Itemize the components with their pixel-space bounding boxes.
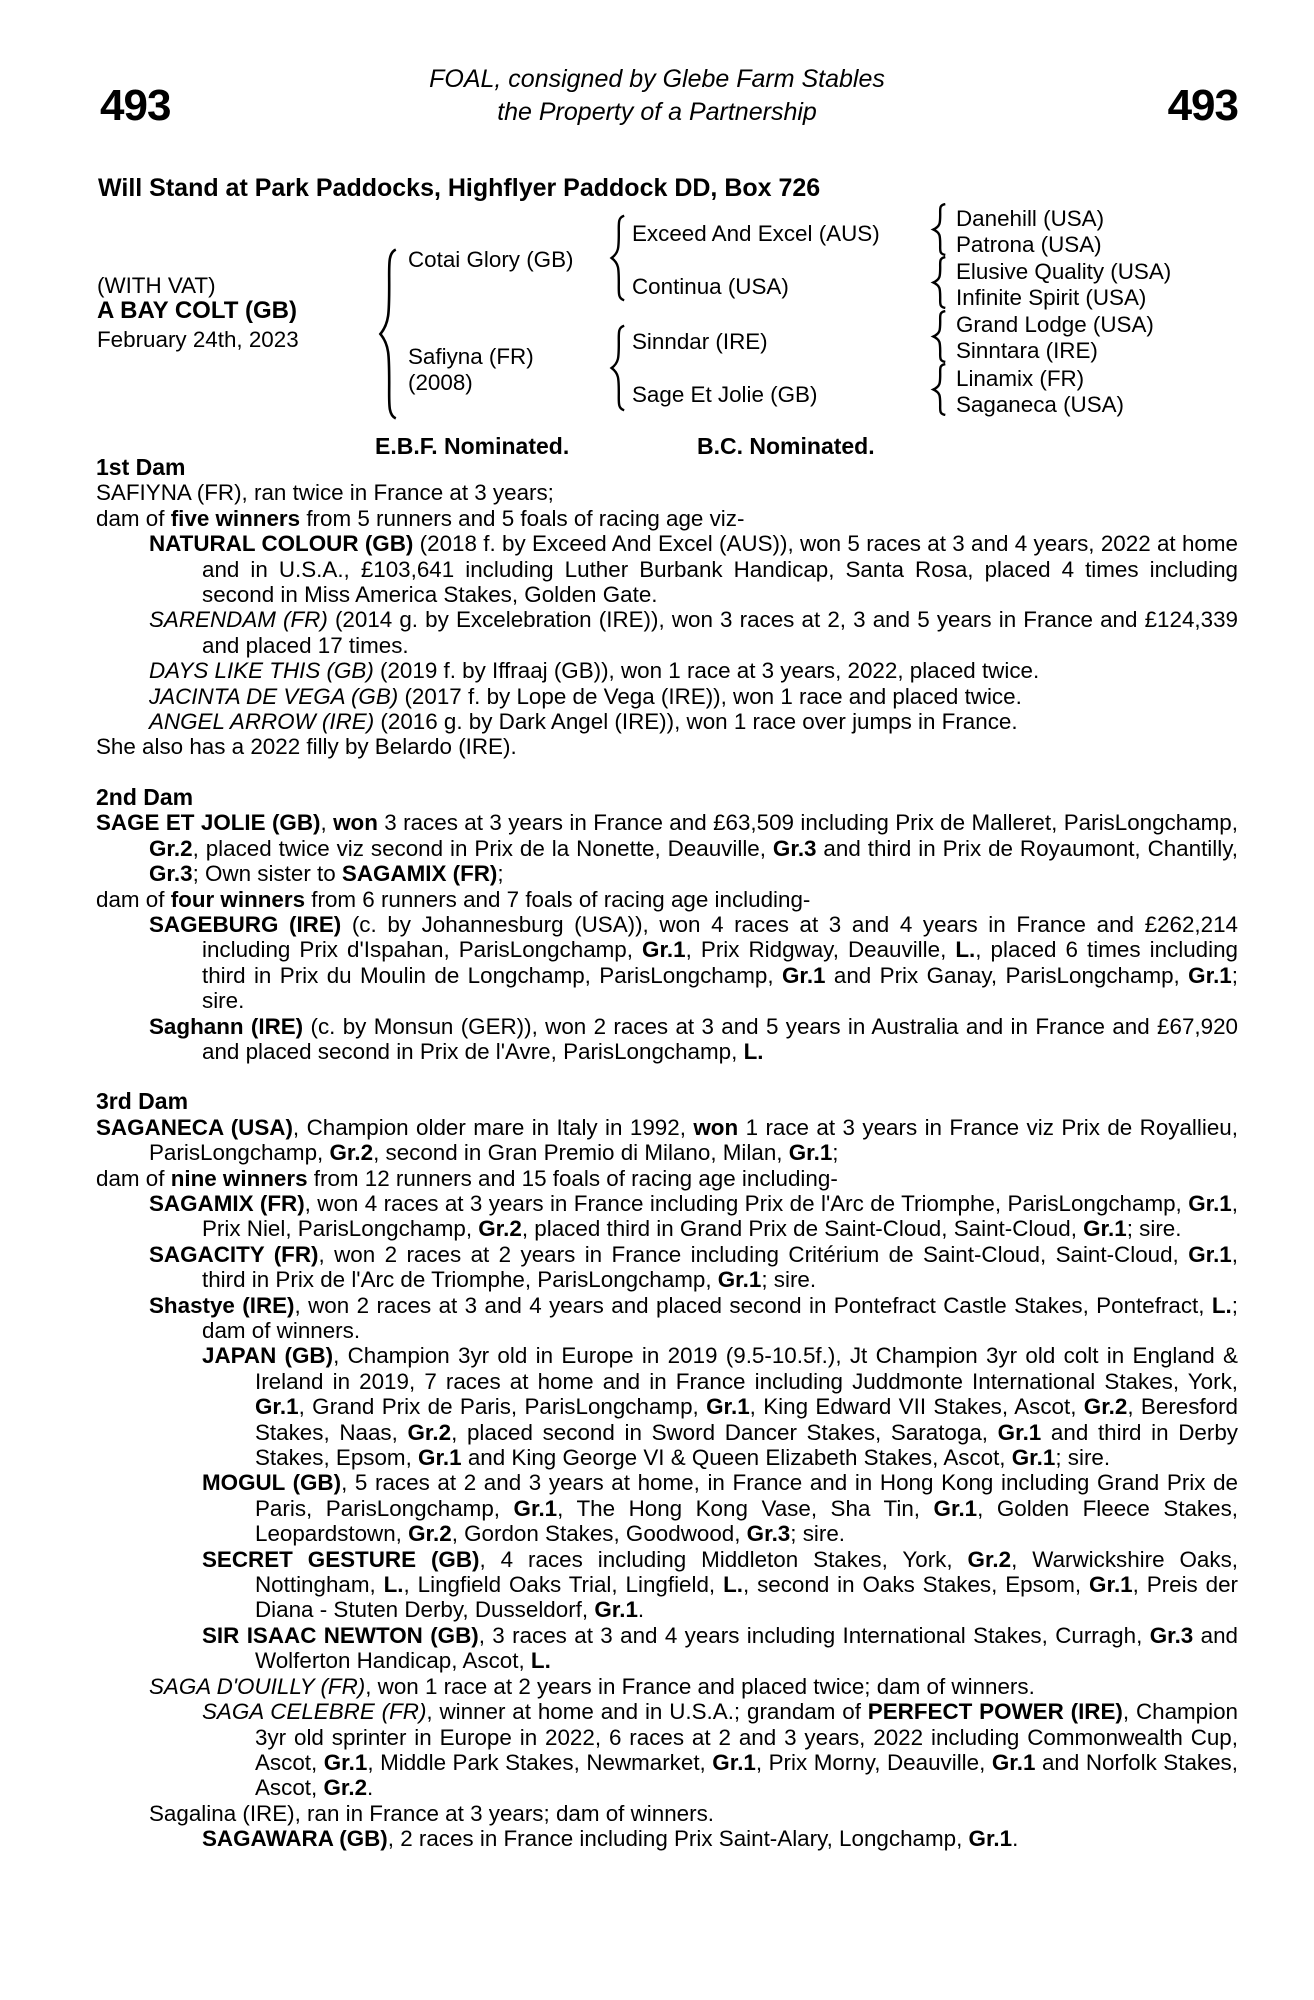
section-3rd-dam bbox=[96, 1089, 1238, 1851]
entry-saga-douilly: SAGA D'OUILLY (FR), won 1 race at 2 years in France and placed twice; dam of winners. bbox=[149, 1673, 1035, 1699]
pedigree-gen3-2: Patrona (USA) bbox=[956, 232, 1102, 257]
foal-date: February 24th, 2023 bbox=[97, 327, 299, 352]
produce-summary-3rd-dam: dam of nine winners from 12 runners and 15 foals of racing age including- bbox=[96, 1165, 838, 1191]
pedigree-gen2-sire-sire: Exceed And Excel (AUS) bbox=[632, 221, 880, 246]
produce-summary-1st-dam: dam of five winners from 5 runners and 5 foals of racing age viz- bbox=[96, 505, 745, 531]
pedigree-brace-gen1 bbox=[376, 246, 398, 422]
pedigree-gen2-dam-dam: Sage Et Jolie (GB) bbox=[632, 382, 818, 407]
pedigree-gen3-8: Saganeca (USA) bbox=[956, 392, 1125, 417]
vat-note: (WITH VAT) bbox=[97, 273, 216, 298]
pedigree-gen3-5: Grand Lodge (USA) bbox=[956, 312, 1154, 337]
pedigree-brace-gp1 bbox=[930, 203, 947, 256]
entry-days-like-this: DAYS LIKE THIS (GB) (2019 f. by Iffraaj (GB)), won 1 race at 3 years, 2022, placed twice. bbox=[149, 658, 1040, 684]
mare-sage-et-jolie-line: SAGE ET JOLIE (GB), won 3 races at 3 years in France and £63,509 including Prix de Malleret, ParisLongchamp, Gr.2, placed twice viz second in Prix de la Nonette, Deauville, Gr.3 and third in Prix de Royaumont, Chantilly, Gr.3; Own sister to SAGAMIX (FR); bbox=[96, 810, 1238, 887]
pedigree-gen3-7: Linamix (FR) bbox=[956, 366, 1085, 391]
pedigree-brace-gp2 bbox=[930, 256, 947, 309]
pedigree-gen3-4: Infinite Spirit (USA) bbox=[956, 285, 1147, 310]
section-1st-dam bbox=[96, 455, 1238, 760]
entry-sageburg: SAGEBURG (IRE) (c. by Johannesburg (USA)), won 4 races at 3 and 4 years in France and £262,214 including Prix d'Ispahan, ParisLongchamp, Gr.1, Prix Ridgway, Deauville, L., placed 6 times including third in Prix du Moulin de Longchamp, ParisLongchamp, Gr.1 and Prix Ganay, ParisLongchamp, Gr.1; sire. bbox=[149, 911, 1238, 1014]
pedigree-brace-dam bbox=[608, 324, 626, 412]
lot-number-left: 493 bbox=[100, 81, 171, 130]
entry-sir-isaac-newton: SIR ISAAC NEWTON (GB), 3 races at 3 and 4 years including International Stakes, Curragh, Gr.3 and Wolferton Handicap, Ascot, L. bbox=[202, 1622, 1238, 1674]
entry-natural-colour: NATURAL COLOUR (GB) (2018 f. by Exceed And Excel (AUS)), won 5 races at 3 and 4 years, 2022 at home and in U.S.A., £103,641 including Luther Burbank Handicap, Santa Rosa, placed 4 times including second in Miss America Stakes, Golden Gate. bbox=[149, 531, 1238, 608]
entry-saga-celebre: SAGA CELEBRE (FR), winner at home and in U.S.A.; grandam of PERFECT POWER (IRE), Champion 3yr old sprinter in Europe in 2022, 6 races at 2 and 3 years, 2022 including Commonwealth Cup, Ascot, Gr.1, Middle Park Stakes, Newmarket, Gr.1, Prix Morny, Deauville, Gr.1 and Norfolk Stakes, Ascot, Gr.2. bbox=[202, 1699, 1239, 1801]
entry-mogul: MOGUL (GB), 5 races at 2 and 3 years at home, in France and in Hong Kong including Grand Prix de Paris, ParisLongchamp, Gr.1, The Hong Kong Vase, Sha Tin, Gr.1, Golden Fleece Stakes, Leopardstown, Gr.2, Gordon Stakes, Goodwood, Gr.3; sire. bbox=[202, 1470, 1238, 1547]
entry-sagacity: SAGACITY (FR), won 2 races at 2 years in France including Critérium de Saint-Cloud, Saint-Cloud, Gr.1, third in Prix de l'Arc de Triomphe, ParisLongchamp, Gr.1; sire. bbox=[149, 1241, 1238, 1293]
catalogue-body bbox=[96, 455, 1238, 1852]
section-heading-2nd-dam: 2nd Dam bbox=[96, 783, 194, 810]
pedigree-brace-gp4 bbox=[930, 363, 947, 416]
entry-shastye: Shastye (IRE), won 2 races at 3 and 4 years and placed second in Pontefract Castle Stakes, Pontefract, L.; dam of winners. bbox=[149, 1292, 1238, 1343]
entry-sarendam: SARENDAM (FR) (2014 g. by Excelebration (IRE)), won 3 races at 2, 3 and 5 years in France and £124,339 and placed 17 times. bbox=[149, 607, 1238, 658]
bc-nominated-label: B.C. Nominated. bbox=[697, 433, 875, 459]
also-has-line: She also has a 2022 filly by Belardo (IRE). bbox=[96, 734, 517, 760]
pedigree-sire-name: Cotai Glory (GB) bbox=[408, 247, 574, 272]
section-2nd-dam bbox=[96, 785, 1238, 1064]
entry-saghann: Saghann (IRE) (c. by Monsun (GER)), won 2 races at 3 and 5 years in Australia and in France and £67,920 and placed second in Prix de l'Avre, ParisLongchamp, L. bbox=[149, 1013, 1238, 1064]
entry-japan: JAPAN (GB), Champion 3yr old in Europe in 2019 (9.5-10.5f.), Jt Champion 3yr old colt in England & Ireland in 2019, 7 races at home and in France including Juddmonte International Stakes, York, Gr.1, Grand Prix de Paris, ParisLongchamp, Gr.1, King Edward VII Stakes, Ascot, Gr.2, Beresford Stakes, Naas, Gr.2, placed second in Sword Dancer Stakes, Saratoga, Gr.1 and third in Derby Stakes, Epsom, Gr.1 and King George VI & Queen Elizabeth Stakes, Ascot, Gr.1; sire. bbox=[202, 1343, 1239, 1471]
section-heading-1st-dam: 1st Dam bbox=[96, 454, 186, 480]
pedigree-gen2-sire-dam: Continua (USA) bbox=[632, 274, 789, 299]
entry-sagamix: SAGAMIX (FR), won 4 races at 3 years in France including Prix de l'Arc de Triomphe, ParisLongchamp, Gr.1, Prix Niel, ParisLongchamp, Gr.2, placed third in Grand Prix de Saint-Cloud, Saint-Cloud, Gr.1; sire. bbox=[149, 1190, 1238, 1242]
pedigree-dam-year: (2008) bbox=[408, 370, 473, 395]
stand-location-line: Will Stand at Park Paddocks, Highflyer Paddock DD, Box 726 bbox=[98, 174, 821, 202]
mare-safiyna-line: SAFIYNA (FR), ran twice in France at 3 years; bbox=[96, 480, 554, 506]
pedigree-gen3-3: Elusive Quality (USA) bbox=[956, 259, 1172, 284]
section-heading-3rd-dam: 3rd Dam bbox=[96, 1088, 189, 1115]
mare-saganeca-line: SAGANECA (USA), Champion older mare in Italy in 1992, won 1 race at 3 years in France viz Prix de Royallieu, ParisLongchamp, Gr.2, second in Gran Premio di Milano, Milan, Gr.1; bbox=[96, 1114, 1238, 1166]
pedigree-gen2-dam-sire: Sinndar (IRE) bbox=[632, 329, 768, 354]
horse-name: A BAY COLT (GB) bbox=[97, 297, 298, 324]
entry-angel-arrow: ANGEL ARROW (IRE) (2016 g. by Dark Angel (IRE)), won 1 race over jumps in France. bbox=[149, 709, 1018, 735]
pedigree-gen3-6: Sinntara (IRE) bbox=[956, 338, 1098, 363]
entry-jacinta-de-vega: JACINTA DE VEGA (GB) (2017 f. by Lope de Vega (IRE)), won 1 race and placed twice. bbox=[149, 683, 1022, 709]
property-line: the Property of a Partnership bbox=[497, 98, 817, 126]
produce-summary-2nd-dam: dam of four winners from 6 runners and 7 foals of racing age including- bbox=[96, 886, 811, 912]
entry-secret-gesture: SECRET GESTURE (GB), 4 races including Middleton Stakes, York, Gr.2, Warwickshire Oaks, Nottingham, L., Lingfield Oaks Trial, Lingfield, L., second in Oaks Stakes, Epsom, Gr.1, Preis der Diana - Stuten Derby, Dusseldorf, Gr.1. bbox=[202, 1546, 1239, 1623]
pedigree-dam-name: Safiyna (FR) bbox=[408, 344, 534, 369]
pedigree-brace-sire bbox=[608, 214, 626, 302]
entry-sagalina: Sagalina (IRE), ran in France at 3 years; dam of winners. bbox=[149, 1800, 714, 1826]
lot-number-right: 493 bbox=[1167, 81, 1238, 130]
pedigree-brace-gp3 bbox=[930, 310, 947, 363]
pedigree-gen3-1: Danehill (USA) bbox=[956, 206, 1105, 231]
consignor-line: FOAL, consigned by Glebe Farm Stables bbox=[429, 65, 885, 93]
entry-sagawara: SAGAWARA (GB), 2 races in France including Prix Saint-Alary, Longchamp, Gr.1. bbox=[202, 1826, 1019, 1852]
ebf-nominated-label: E.B.F. Nominated. bbox=[375, 433, 570, 459]
